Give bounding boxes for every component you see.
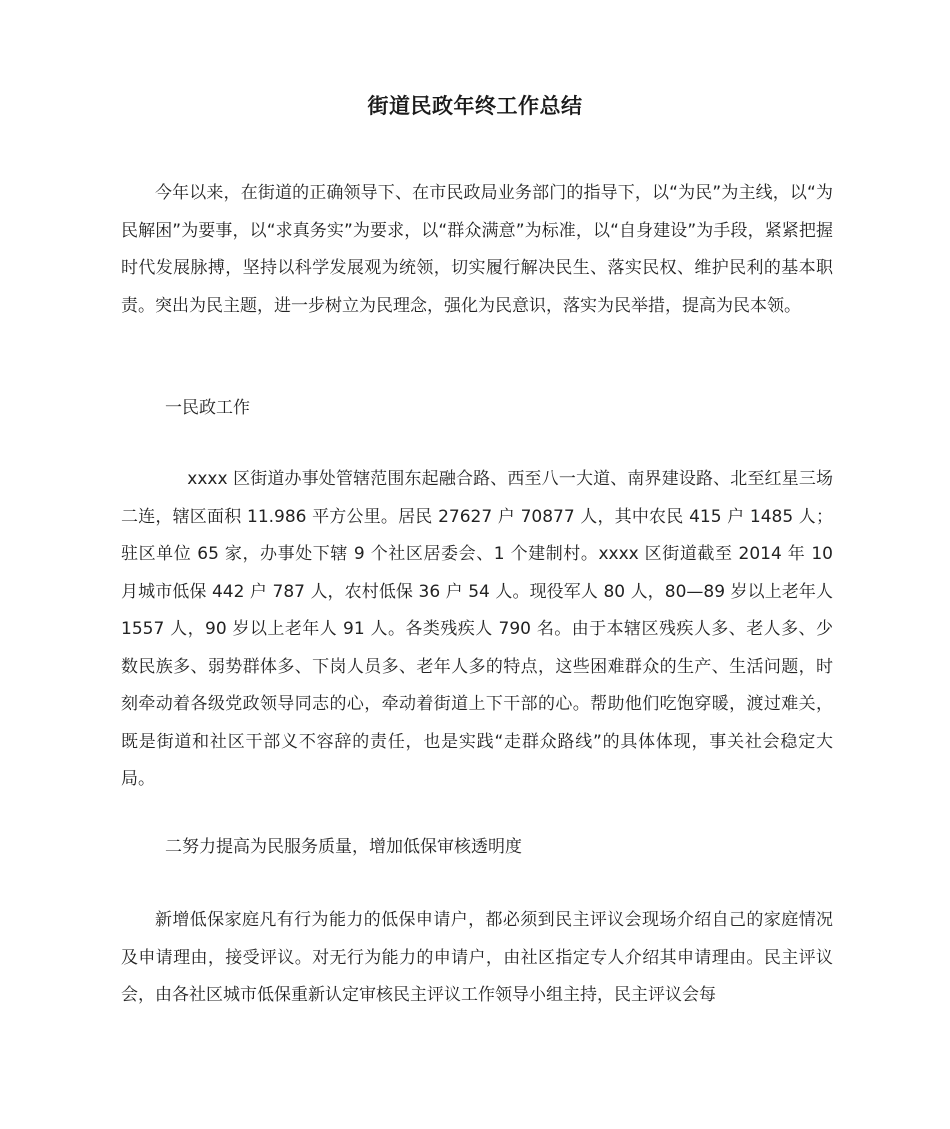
section-heading-1: 一民政工作: [165, 398, 250, 418]
intro-paragraph: 今年以来，在街道的正确领导下、在市民政局业务部门的指导下，以“为民”为主线，以“为民解困”为要事，以“求真务实”为要求，以“群众满意”为标准，以“自身建设”为手段，紧紧把握时代发展脉搏，坚持以科学发展观为统领，切实履行解决民生、落实民权、维护民利的基本职责。突出为民主题，进一步树立为民理念，强化为民意识，落实为民举措，提高为民本领。: [121, 183, 833, 316]
section-2-paragraph: 新增低保家庭凡有行为能力的低保申请户，都必须到民主评议会现场介绍自己的家庭情况及申请理由，接受评议。对无行为能力的申请户，由社区指定专人介绍其申请理由。民主评议会，由各社区城市低保重新认定审核民主评议工作领导小组主持，民主评议会每: [121, 910, 833, 1005]
document-title: 街道民政年终工作总结: [367, 94, 583, 118]
section-1-paragraph: xxxx 区街道办事处管辖范围东起融合路、西至八一大道、南界建设路、北至红星三场二连，辖区面积 11.986 平方公里。居民 27627 户 70877 人，其中农民 415 户 1485 人；驻区单位 65 家，办事处下辖 9 个社区居委会、1 个建制村。xxxx 区街道截至 2014 年 10 月城市低保 442 户 787 人，农村低保 36 户 54 人。现役军人 80 人，80—89 岁以上老年人 1557 人，90 岁以上老年人 91 人。各类残疾人 790 名。由于本辖区残疾人多、老人多、少数民族多、弱势群体多、下岗人员多、老年人多的特点，这些困难群众的生产、生活问题，时刻牵动着各级党政领导同志的心，牵动着街道上下干部的心。帮助他们吃饱穿暖，渡过难关，既是街道和社区干部义不容辞的责任，也是实践“走群众路线”的具体体现，事关社会稳定大局。: [121, 469, 833, 789]
section-heading-2: 二努力提高为民服务质量，增加低保审核透明度: [165, 837, 522, 857]
